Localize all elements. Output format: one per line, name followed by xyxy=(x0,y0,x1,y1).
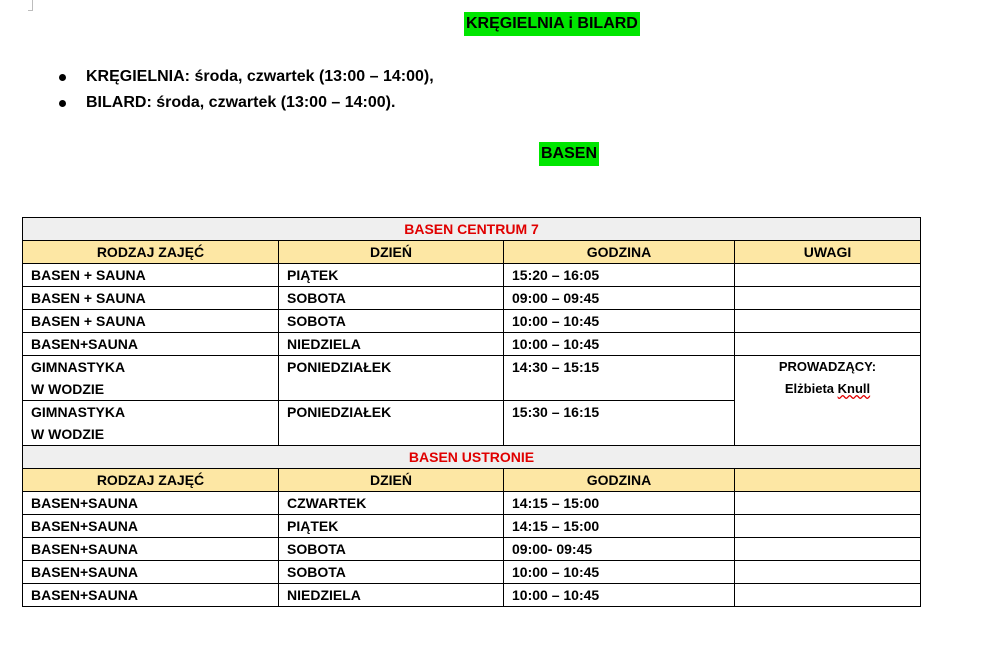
cell-time: 10:00 – 10:45 xyxy=(504,561,735,584)
cell-time: 10:00 – 10:45 xyxy=(504,310,735,333)
cell-type: BASEN+SAUNA xyxy=(23,492,279,515)
cell-type: BASEN+SAUNA xyxy=(23,538,279,561)
cell-type-line2: W WODZIE xyxy=(31,381,105,397)
section-title-centrum: BASEN CENTRUM 7 xyxy=(23,218,921,241)
table-row xyxy=(23,515,921,538)
cell-type: BASEN + SAUNA xyxy=(23,264,279,287)
table-row xyxy=(23,310,921,333)
section-title-ustronie: BASEN USTRONIE xyxy=(23,446,921,469)
section-title-row xyxy=(23,218,921,241)
column-header-notes: UWAGI xyxy=(735,241,921,264)
cell-day: SOBOTA xyxy=(279,538,504,561)
cell-notes xyxy=(735,538,921,561)
column-header-day: DZIEŃ xyxy=(279,469,504,492)
cell-type: BASEN+SAUNA xyxy=(23,333,279,356)
cell-time: 15:20 – 16:05 xyxy=(504,264,735,287)
table-header-row xyxy=(23,469,921,492)
cell-type-line1: GIMNASTYKA xyxy=(31,404,126,420)
cell-type xyxy=(23,401,279,446)
column-header-day: DZIEŃ xyxy=(279,241,504,264)
cell-time: 10:00 – 10:45 xyxy=(504,584,735,607)
cell-notes xyxy=(735,333,921,356)
cell-notes xyxy=(735,264,921,287)
cell-day: PIĄTEK xyxy=(279,515,504,538)
bullet-list xyxy=(56,64,434,116)
cell-type: BASEN + SAUNA xyxy=(23,310,279,333)
table-row xyxy=(23,584,921,607)
bullet-item-kregielnia: KRĘGIELNIA: środa, czwartek (13:00 – 14:00), xyxy=(56,64,434,90)
cell-day: SOBOTA xyxy=(279,310,504,333)
cell-time: 09:00- 09:45 xyxy=(504,538,735,561)
cell-time: 14:15 – 15:00 xyxy=(504,515,735,538)
cell-time: 14:30 – 15:15 xyxy=(504,356,735,401)
heading-kregielnia-bilard: KRĘGIELNIA i BILARD xyxy=(464,12,640,36)
cell-type-line2: W WODZIE xyxy=(31,426,105,442)
column-header-empty xyxy=(735,469,921,492)
instructor-name-first: Elżbieta xyxy=(784,381,834,396)
cell-notes xyxy=(735,287,921,310)
table-row xyxy=(23,356,921,401)
cell-notes xyxy=(735,492,921,515)
cell-time: 10:00 – 10:45 xyxy=(504,333,735,356)
table-row xyxy=(23,264,921,287)
bullet-item-bilard: BILARD: środa, czwartek (13:00 – 14:00). xyxy=(56,90,434,116)
table-row xyxy=(23,287,921,310)
column-header-type: RODZAJ ZAJĘĆ xyxy=(23,469,279,492)
cell-time: 14:15 – 15:00 xyxy=(504,492,735,515)
cell-day: NIEDZIELA xyxy=(279,333,504,356)
cell-notes xyxy=(735,515,921,538)
cell-day: PONIEDZIAŁEK xyxy=(279,356,504,401)
cell-type xyxy=(23,356,279,401)
cell-type: BASEN+SAUNA xyxy=(23,515,279,538)
cell-type: BASEN + SAUNA xyxy=(23,287,279,310)
column-header-time: GODZINA xyxy=(504,469,735,492)
cell-notes xyxy=(735,310,921,333)
cell-day: PONIEDZIAŁEK xyxy=(279,401,504,446)
cell-type: BASEN+SAUNA xyxy=(23,584,279,607)
cell-notes-instructor xyxy=(735,356,921,446)
table-row xyxy=(23,492,921,515)
section-title-row xyxy=(23,446,921,469)
cell-notes xyxy=(735,561,921,584)
cell-notes xyxy=(735,584,921,607)
cell-day: NIEDZIELA xyxy=(279,584,504,607)
column-header-type: RODZAJ ZAJĘĆ xyxy=(23,241,279,264)
instructor-name-last: Knull xyxy=(837,381,871,396)
column-header-time: GODZINA xyxy=(504,241,735,264)
table-row xyxy=(23,333,921,356)
pool-schedule-table xyxy=(22,217,921,607)
page-corner-mark xyxy=(28,0,33,11)
cell-time: 15:30 – 16:15 xyxy=(504,401,735,446)
cell-type-line1: GIMNASTYKA xyxy=(31,359,126,375)
instructor-label: PROWADZĄCY: xyxy=(778,359,877,374)
cell-day: PIĄTEK xyxy=(279,264,504,287)
heading-basen: BASEN xyxy=(539,142,599,166)
cell-day: SOBOTA xyxy=(279,287,504,310)
cell-type: BASEN+SAUNA xyxy=(23,561,279,584)
table-row xyxy=(23,561,921,584)
cell-time: 09:00 – 09:45 xyxy=(504,287,735,310)
cell-day: CZWARTEK xyxy=(279,492,504,515)
table-header-row xyxy=(23,241,921,264)
table-row xyxy=(23,538,921,561)
cell-day: SOBOTA xyxy=(279,561,504,584)
